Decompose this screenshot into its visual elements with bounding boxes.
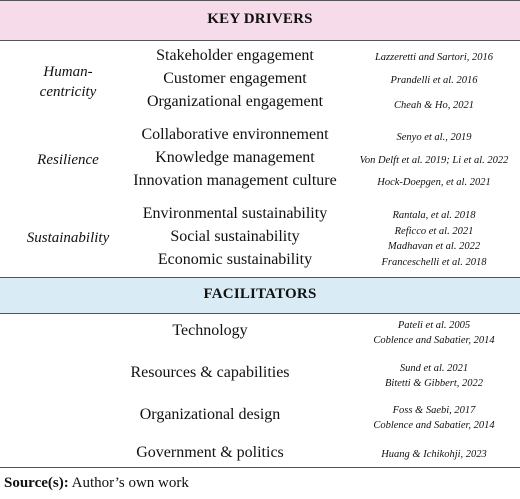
driver-ref: Cheah & Ho, 2021 (394, 100, 474, 111)
driver-item: Stakeholder engagement (156, 47, 314, 64)
facilitator-ref: Sund et al. 2021 (399, 363, 469, 374)
facilitator-ref: Bitetti & Gibbert, 2022 (385, 378, 483, 389)
driver-ref: Lazzeretti and Sartori, 2016 (374, 52, 494, 63)
driver-item: Innovation management culture (133, 172, 337, 189)
driver-item: Customer engagement (163, 70, 307, 87)
facilitator-ref: Coblence and Sabatier, 2014 (373, 335, 495, 346)
bottom-rule (0, 467, 520, 468)
facilitators-top-rule (0, 277, 520, 278)
category-label: Resilience (37, 152, 99, 168)
category-label: centricity (39, 84, 97, 100)
source-text: Author’s own work (68, 475, 189, 491)
facilitators-rule (0, 313, 520, 314)
key-drivers-rule (0, 40, 520, 41)
facilitator-item: Organizational design (139, 406, 281, 423)
driver-ref: Hock-Doepgen, et al. 2021 (377, 177, 491, 188)
facilitator-ref: Coblence and Sabatier, 2014 (373, 420, 495, 431)
driver-item: Knowledge management (155, 149, 315, 166)
category-label: Human- (43, 64, 93, 80)
driver-item: Organizational engagement (146, 93, 324, 110)
driver-ref: Franceschelli et al. 2018 (381, 257, 487, 268)
category-resilience (8, 150, 128, 170)
driver-ref: Senyo et al., 2019 (396, 132, 472, 143)
facilitator-item: Government & politics (136, 444, 284, 461)
category-label: Sustainability (26, 230, 110, 246)
driver-item: Social sustainability (170, 228, 300, 245)
driver-item: Environmental sustainability (142, 205, 328, 222)
category-human-centricity (8, 62, 128, 102)
driver-ref: Madhavan et al. 2022 (387, 241, 481, 252)
top-rule (0, 0, 520, 1)
key-drivers-title: KEY DRIVERS (207, 11, 313, 27)
source-label: Source(s): (4, 475, 69, 491)
driver-item: Economic sustainability (157, 251, 313, 268)
facilitator-ref: Huang & Ichikohji, 2023 (381, 449, 487, 460)
driver-ref: Reficco et al. 2021 (394, 226, 474, 237)
facilitator-ref: Foss & Saebi, 2017 (392, 405, 476, 416)
driver-ref: Prandelli et al. 2016 (390, 75, 478, 86)
facilitator-item: Resources & capabilities (130, 364, 290, 381)
facilitator-item: Technology (172, 322, 248, 339)
facilitators-title: FACILITATORS (203, 286, 317, 302)
driver-item: Collaborative environnement (141, 126, 329, 143)
driver-ref: Rantala, et al. 2018 (392, 210, 476, 221)
category-sustainability (8, 228, 128, 248)
source-note (4, 475, 189, 492)
driver-ref: Von Delft et al. 2019; Li et al. 2022 (359, 155, 509, 166)
facilitator-ref: Pateli et al. 2005 (397, 320, 471, 331)
